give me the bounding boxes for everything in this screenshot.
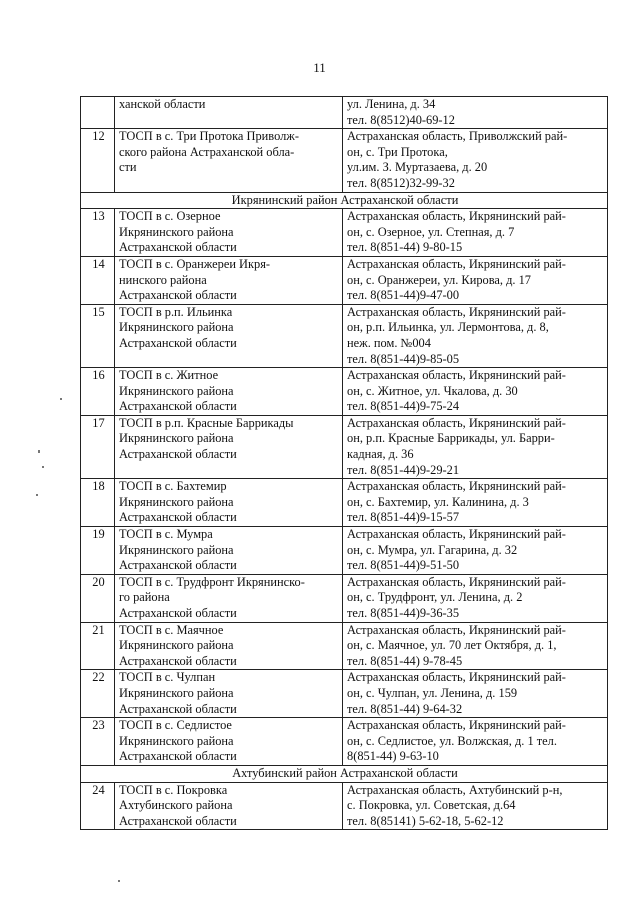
office-address-line: Астраханская область, Икрянинский рай- bbox=[347, 368, 566, 383]
office-name-line: ТОСП в с. Маячное bbox=[119, 622, 224, 637]
office-address-cell bbox=[343, 718, 608, 766]
office-name-line: Астраханской области bbox=[119, 240, 237, 255]
office-address-line: Астраханская область, Икрянинский рай- bbox=[347, 415, 566, 430]
office-address-line: он, с. Маячное, ул. 70 лет Октября, д. 1, bbox=[347, 638, 557, 653]
office-name-line: ТОСП в с. Мумра bbox=[119, 527, 213, 542]
office-address-cell bbox=[343, 209, 608, 257]
office-name-line: ТОСП в с. Покровка bbox=[119, 782, 228, 797]
office-address-line: тел. 8(851-44)9-47-00 bbox=[347, 288, 460, 303]
office-name-line: Астраханской области bbox=[119, 558, 237, 573]
office-name-line: Ахтубинского района bbox=[119, 798, 233, 813]
office-address-line: Астраханская область, Икрянинский рай- bbox=[347, 622, 566, 637]
office-name-line: ТОСП в с. Оранжереи Икря- bbox=[119, 256, 271, 271]
office-name-line: Икрянинского района bbox=[119, 685, 234, 700]
office-name-line: ТОСП в р.п. Ильинка bbox=[119, 304, 233, 319]
office-address-line: тел. 8(851-44)9-15-57 bbox=[347, 510, 460, 525]
office-name-line: ТОСП в с. Трудфронт Икрянинско- bbox=[119, 574, 305, 589]
table-row bbox=[81, 129, 608, 192]
office-name-line: Икрянинского района bbox=[119, 733, 234, 748]
row-number: 14 bbox=[81, 256, 115, 304]
office-address-line: он, с. Чулпан, ул. Ленина, д. 159 bbox=[347, 685, 518, 700]
office-address-cell bbox=[343, 368, 608, 416]
table-row bbox=[81, 97, 608, 129]
row-number: 20 bbox=[81, 574, 115, 622]
office-address-line: тел. 8(851-44) 9-64-32 bbox=[347, 701, 463, 716]
region-title: Икрянинский район Астраханской области bbox=[81, 192, 608, 209]
table-row bbox=[81, 670, 608, 718]
office-name-cell bbox=[115, 368, 343, 416]
office-address-line: Астраханская область, Икрянинский рай- bbox=[347, 479, 566, 494]
office-name-cell bbox=[115, 622, 343, 670]
office-address-line: Астраханская область, Икрянинский рай- bbox=[347, 718, 566, 733]
offices-table bbox=[80, 96, 608, 830]
row-number: 12 bbox=[81, 129, 115, 192]
office-name-cell bbox=[115, 209, 343, 257]
table-row bbox=[81, 479, 608, 527]
office-address-line: он, с. Бахтемир, ул. Калинина, д. 3 bbox=[347, 494, 529, 509]
offices-table-body bbox=[81, 97, 608, 830]
row-number: 21 bbox=[81, 622, 115, 670]
office-name-line: Икрянинского района bbox=[119, 638, 234, 653]
row-number: 24 bbox=[81, 782, 115, 830]
office-address-line: он, с. Три Протока, bbox=[347, 144, 448, 159]
office-address-cell bbox=[343, 129, 608, 192]
office-address-line: кадная, д. 36 bbox=[347, 447, 414, 462]
office-address-line: Астраханская область, Ахтубинский р-н, bbox=[347, 782, 563, 797]
office-address-line: тел. 8(85141) 5-62-18, 5-62-12 bbox=[347, 813, 504, 828]
office-name-line: ханской области bbox=[119, 97, 206, 111]
office-name-line: сти bbox=[119, 160, 137, 175]
office-address-line: тел. 8(851-44) 9-80-15 bbox=[347, 240, 463, 255]
office-name-line: Икрянинского района bbox=[119, 494, 234, 509]
region-header-row bbox=[81, 765, 608, 782]
office-address-line: Астраханская область, Приволжский рай- bbox=[347, 129, 568, 144]
row-number: 23 bbox=[81, 718, 115, 766]
region-title: Ахтубинский район Астраханской области bbox=[81, 765, 608, 782]
office-name-line: Икрянинского района bbox=[119, 431, 234, 446]
office-address-line: он, с. Озерное, ул. Степная, д. 7 bbox=[347, 224, 515, 239]
office-name-line: ТОСП в с. Чулпан bbox=[119, 670, 216, 685]
office-name-cell bbox=[115, 527, 343, 575]
office-name-line: нинского района bbox=[119, 272, 207, 287]
office-name-line: Астраханской области bbox=[119, 749, 237, 764]
office-address-line: тел. 8(851-44)9-75-24 bbox=[347, 399, 460, 414]
office-name-line: Икрянинского района bbox=[119, 383, 234, 398]
office-name-line: ТОСП в с. Седлистое bbox=[119, 718, 232, 733]
office-address-line: Астраханская область, Икрянинский рай- bbox=[347, 574, 566, 589]
office-name-cell bbox=[115, 304, 343, 367]
office-address-line: с. Покровка, ул. Советская, д.64 bbox=[347, 798, 516, 813]
office-name-line: Астраханской области bbox=[119, 399, 237, 414]
office-address-line: он, с. Житное, ул. Чкалова, д. 30 bbox=[347, 383, 518, 398]
table-row bbox=[81, 718, 608, 766]
office-name-line: Астраханской области bbox=[119, 606, 237, 620]
row-number: 22 bbox=[81, 670, 115, 718]
office-address-line: Астраханская область, Икрянинский рай- bbox=[347, 256, 566, 271]
office-name-line: Астраханской области bbox=[119, 701, 237, 716]
row-number: 17 bbox=[81, 415, 115, 478]
office-name-line: Астраханской области bbox=[119, 288, 237, 303]
office-name-cell bbox=[115, 782, 343, 830]
office-name-cell bbox=[115, 129, 343, 192]
row-number: 15 bbox=[81, 304, 115, 367]
office-name-line: ТОСП в с. Житное bbox=[119, 368, 219, 383]
office-address-line: тел. 8(851-44)9-51-50 bbox=[347, 558, 460, 573]
office-address-line: он, р.п. Ильинка, ул. Лермонтова, д. 8, bbox=[347, 320, 549, 335]
scan-mark bbox=[42, 466, 44, 468]
office-address-cell bbox=[343, 256, 608, 304]
row-number: 19 bbox=[81, 527, 115, 575]
table-row bbox=[81, 574, 608, 622]
office-name-line: ТОСП в с. Бахтемир bbox=[119, 479, 227, 494]
office-name-line: Астраханской области bbox=[119, 813, 237, 828]
office-address-line: тел. 8(851-44) 9-78-45 bbox=[347, 653, 463, 668]
office-name-line: Икрянинского района bbox=[119, 542, 234, 557]
office-name-line: ТОСП в с. Три Протока Приволж- bbox=[119, 129, 299, 144]
office-name-line: го района bbox=[119, 590, 170, 605]
office-address-line: он, с. Оранжереи, ул. Кирова, д. 17 bbox=[347, 272, 531, 287]
office-address-line: тел. 8(851-44)9-29-21 bbox=[347, 462, 460, 477]
office-name-cell bbox=[115, 574, 343, 622]
office-name-cell bbox=[115, 718, 343, 766]
office-address-cell bbox=[343, 304, 608, 367]
table-row bbox=[81, 256, 608, 304]
scan-mark bbox=[60, 398, 62, 400]
office-address-line: ул.им. З. Муртазаева, д. 20 bbox=[347, 160, 488, 175]
office-address-line: он, с. Мумра, ул. Гагарина, д. 32 bbox=[347, 542, 518, 557]
office-address-line: он, с. Трудфронт, ул. Ленина, д. 2 bbox=[347, 590, 523, 605]
office-address-cell bbox=[343, 97, 608, 129]
office-address-line: он, р.п. Красные Баррикады, ул. Барри- bbox=[347, 431, 555, 446]
office-address-line: тел. 8(8512)32-99-32 bbox=[347, 175, 455, 190]
office-address-line: Астраханская область, Икрянинский рай- bbox=[347, 670, 566, 685]
office-address-cell bbox=[343, 574, 608, 622]
office-address-line: 8(851-44) 9-63-10 bbox=[347, 749, 439, 764]
office-address-line: тел. 8(851-44)9-36-35 bbox=[347, 606, 460, 620]
table-row bbox=[81, 415, 608, 478]
office-name-line: ТОСП в с. Озерное bbox=[119, 209, 221, 224]
office-name-cell bbox=[115, 479, 343, 527]
row-number: 16 bbox=[81, 368, 115, 416]
office-name-line: Астраханской области bbox=[119, 447, 237, 462]
table-row bbox=[81, 622, 608, 670]
row-number: 18 bbox=[81, 479, 115, 527]
table-row bbox=[81, 527, 608, 575]
office-address-line: Астраханская область, Икрянинский рай- bbox=[347, 527, 566, 542]
table-row bbox=[81, 782, 608, 830]
office-address-cell bbox=[343, 670, 608, 718]
row-number bbox=[81, 97, 115, 129]
office-address-cell bbox=[343, 782, 608, 830]
table-row bbox=[81, 368, 608, 416]
office-name-line: Икрянинского района bbox=[119, 224, 234, 239]
office-address-cell bbox=[343, 415, 608, 478]
office-name-line: ского района Астраханской обла- bbox=[119, 144, 295, 159]
scan-mark bbox=[36, 494, 38, 496]
office-name-line: ТОСП в р.п. Красные Баррикады bbox=[119, 415, 294, 430]
office-address-cell bbox=[343, 479, 608, 527]
office-address-line: Астраханская область, Икрянинский рай- bbox=[347, 304, 566, 319]
row-number: 13 bbox=[81, 209, 115, 257]
region-header-row bbox=[81, 192, 608, 209]
page-number: 11 bbox=[313, 60, 326, 75]
office-address-line: неж. пом. №004 bbox=[347, 335, 431, 350]
office-name-line: Астраханской области bbox=[119, 335, 237, 350]
office-address-line: ул. Ленина, д. 34 bbox=[347, 97, 436, 111]
office-name-cell bbox=[115, 415, 343, 478]
office-name-cell bbox=[115, 256, 343, 304]
scan-mark bbox=[118, 880, 120, 882]
office-name-line: Икрянинского района bbox=[119, 320, 234, 335]
scan-mark bbox=[38, 450, 40, 453]
office-name-line: Астраханской области bbox=[119, 653, 237, 668]
office-name-cell bbox=[115, 670, 343, 718]
office-address-cell bbox=[343, 527, 608, 575]
table-row bbox=[81, 304, 608, 367]
office-address-line: Астраханская область, Икрянинский рай- bbox=[347, 209, 566, 224]
table-row bbox=[81, 209, 608, 257]
office-name-line: Астраханской области bbox=[119, 510, 237, 525]
office-address-cell bbox=[343, 622, 608, 670]
office-name-cell bbox=[115, 97, 343, 129]
office-address-line: тел. 8(8512)40-69-12 bbox=[347, 112, 455, 127]
office-address-line: он, с. Седлистое, ул. Волжская, д. 1 тел. bbox=[347, 733, 557, 748]
office-address-line: тел. 8(851-44)9-85-05 bbox=[347, 351, 460, 366]
